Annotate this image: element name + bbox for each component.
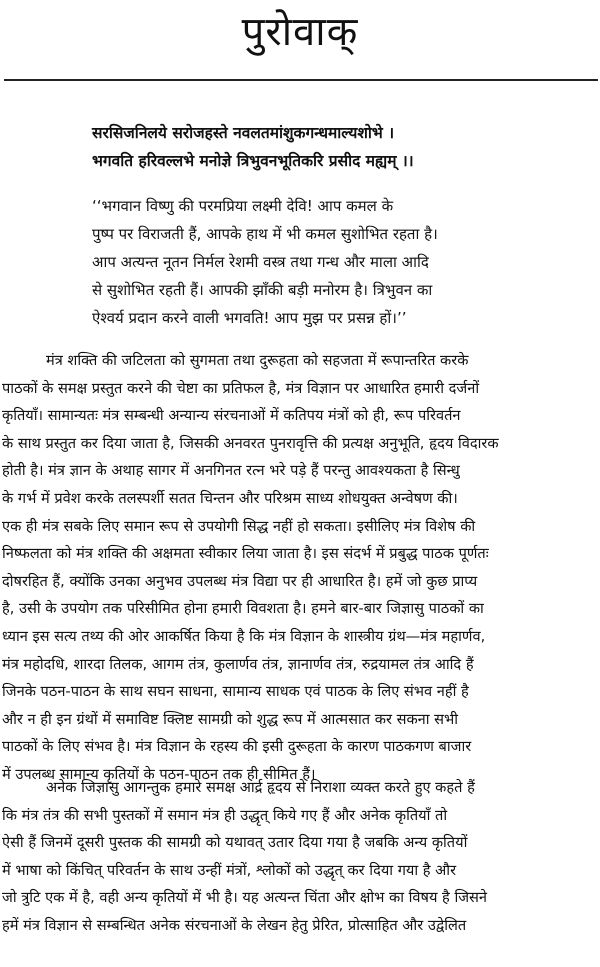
- verse-translation-quote: [92, 192, 510, 332]
- title-divider: [4, 79, 598, 81]
- text-line: के गर्भ में प्रवेश करके तलस्पर्शी सतत चिन्तन और परिश्रम साध्य शोधयुक्त अन्वेषण की।: [2, 489, 458, 507]
- quote-line: ‘‘भगवान विष्णु की परमप्रिया लक्ष्मी देवि! आप कमल के: [92, 197, 394, 215]
- body-paragraph-2: [2, 774, 598, 940]
- body-paragraph-1: [2, 347, 598, 789]
- text-line: अनेक जिज्ञासु आगन्तुक हमारे समक्ष आर्द्र हृदय से निराशा व्यक्त करते हुए कहते हैं: [46, 779, 475, 796]
- text-line: होती है। मंत्र ज्ञान के अथाह सागर में अनगिनत रत्न भरे पड़े हैं परन्तु आवश्यकता है सिन्धु: [2, 462, 460, 480]
- text-line: एक ही मंत्र सबके लिए समान रूप से उपयोगी सिद्ध नहीं हो सकता। इसीलिए मंत्र विशेष की: [2, 517, 476, 535]
- quote-line: आप अत्यन्त नूतन निर्मल रेशमी वस्त्र तथा गन्ध और माला आदि: [92, 253, 429, 271]
- text-line: दोषरहित हैं, क्योंकि उनका अनुभव उपलब्ध मंत्र विद्या पर ही आधारित है। हमें जो कुछ प्राप्य: [2, 572, 478, 590]
- text-line: ऐसी हैं जिनमें दूसरी पुस्तक की सामग्री को यथावत् उतार दिया गया है जबकि अन्य कृतियों: [2, 834, 468, 852]
- text-line: कि मंत्र तंत्र की सभी पुस्तकों में समान मंत्र ही उद्धृत् किये गए हैं और अनेक कृतियाँ तो: [2, 806, 448, 824]
- text-line: हमें मंत्र विज्ञान से सम्बन्धित अनेक संरचनाओं के लेखन हेतु प्रेरित, प्रोत्साहित और उद्वेलित: [2, 916, 467, 934]
- text-line: और न ही इन ग्रंथों में समाविष्ट क्लिष्ट सामग्री को शुद्ध रूप में आत्मसात कर सकना सभी: [2, 710, 459, 728]
- text-line: है, उसी के उपयोग तक परिसीमित होना हमारी विवशता है। हमने बार-बार जिज्ञासु पाठकों का: [2, 600, 484, 618]
- text-line: के साथ प्रस्तुत कर दिया जाता है, जिसकी अनवरत पुनरावृत्ति की प्रत्यक्ष अनुभूति, हृदय विदारक: [2, 434, 499, 452]
- sanskrit-verse: [92, 119, 512, 175]
- page-title: पुरोवाक्: [241, 9, 359, 55]
- quote-line: ऐश्वर्य प्रदान करने वाली भगवति! आप मुझ पर प्रसन्न हों।’’: [92, 309, 407, 327]
- quote-line: से सुशोभित रहती हैं। आपकी झाँकी बड़ी मनोरम है। त्रिभुवन का: [92, 281, 433, 299]
- text-line: कृतियाँ। सामान्यतः मंत्र सम्बन्धी अन्यान्य संरचनाओं में कतिपय मंत्रों को ही, रूप परिवर्तन: [2, 407, 461, 425]
- verse-line: भगवति हरिवल्लभे मनोज्ञे त्रिभुवनभूतिकरि प्रसीद मह्यम् ।।: [92, 152, 414, 170]
- verse-line: सरसिजनिलये सरोजहस्ते नवलतमांशुकगन्धमाल्यशोभे ।: [92, 124, 395, 142]
- text-line: ध्यान इस सत्य तथ्य की ओर आकर्षित किया है कि मंत्र विज्ञान के शास्त्रीय ग्रंथ—मंत्र महार्णव,: [2, 627, 486, 645]
- text-line: में भाषा को किंचित् परिवर्तन के साथ उन्हीं मंत्रों, श्लोकों को उद्धृत् कर दिया गया है और: [2, 861, 457, 879]
- text-line: पाठकों के समक्ष प्रस्तुत करने की चेष्टा का प्रतिफल है, मंत्र विज्ञान पर आधारित हमारी दर्जनों: [2, 379, 480, 397]
- text-line: पाठकों के लिए संभव है। मंत्र विज्ञान के रहस्य की इसी दुरूहता के कारण पाठकगण बाजार: [2, 738, 472, 756]
- text-line: निष्फलता को मंत्र शक्ति की अक्षमता स्वीकार लिया जाता है। इस संदर्भ में प्रबुद्ध पाठक पूर्णतः: [2, 545, 489, 563]
- text-line: जिनके पठन-पाठन के साथ सघन साधना, सामान्य साधक एवं पाठक के लिए संभव नहीं है: [2, 683, 469, 701]
- text-line: मंत्र शक्ति की जटिलता को सुगमता तथा दुरूहता को सहजता में रूपान्तरित करके: [46, 352, 469, 369]
- text-line: में उपलब्ध सामान्य कृतियों के पठन-पाठन तक ही सीमित हैं।: [2, 765, 316, 783]
- quote-line: पुष्प पर विराजती हैं, आपके हाथ में भी कमल सुशोभित रहता है।: [92, 225, 438, 243]
- text-line: मंत्र महोदधि, शारदा तिलक, आगम तंत्र, कुलार्णव तंत्र, ज्ञानार्णव तंत्र, रुद्रयामल तंत्र आदि हैं: [2, 655, 474, 673]
- text-line: जो त्रुटि एक में है, वही अन्य कृतियों में भी है। यह अत्यन्त चिंता और क्षोभ का विषय है जिसने: [2, 889, 488, 907]
